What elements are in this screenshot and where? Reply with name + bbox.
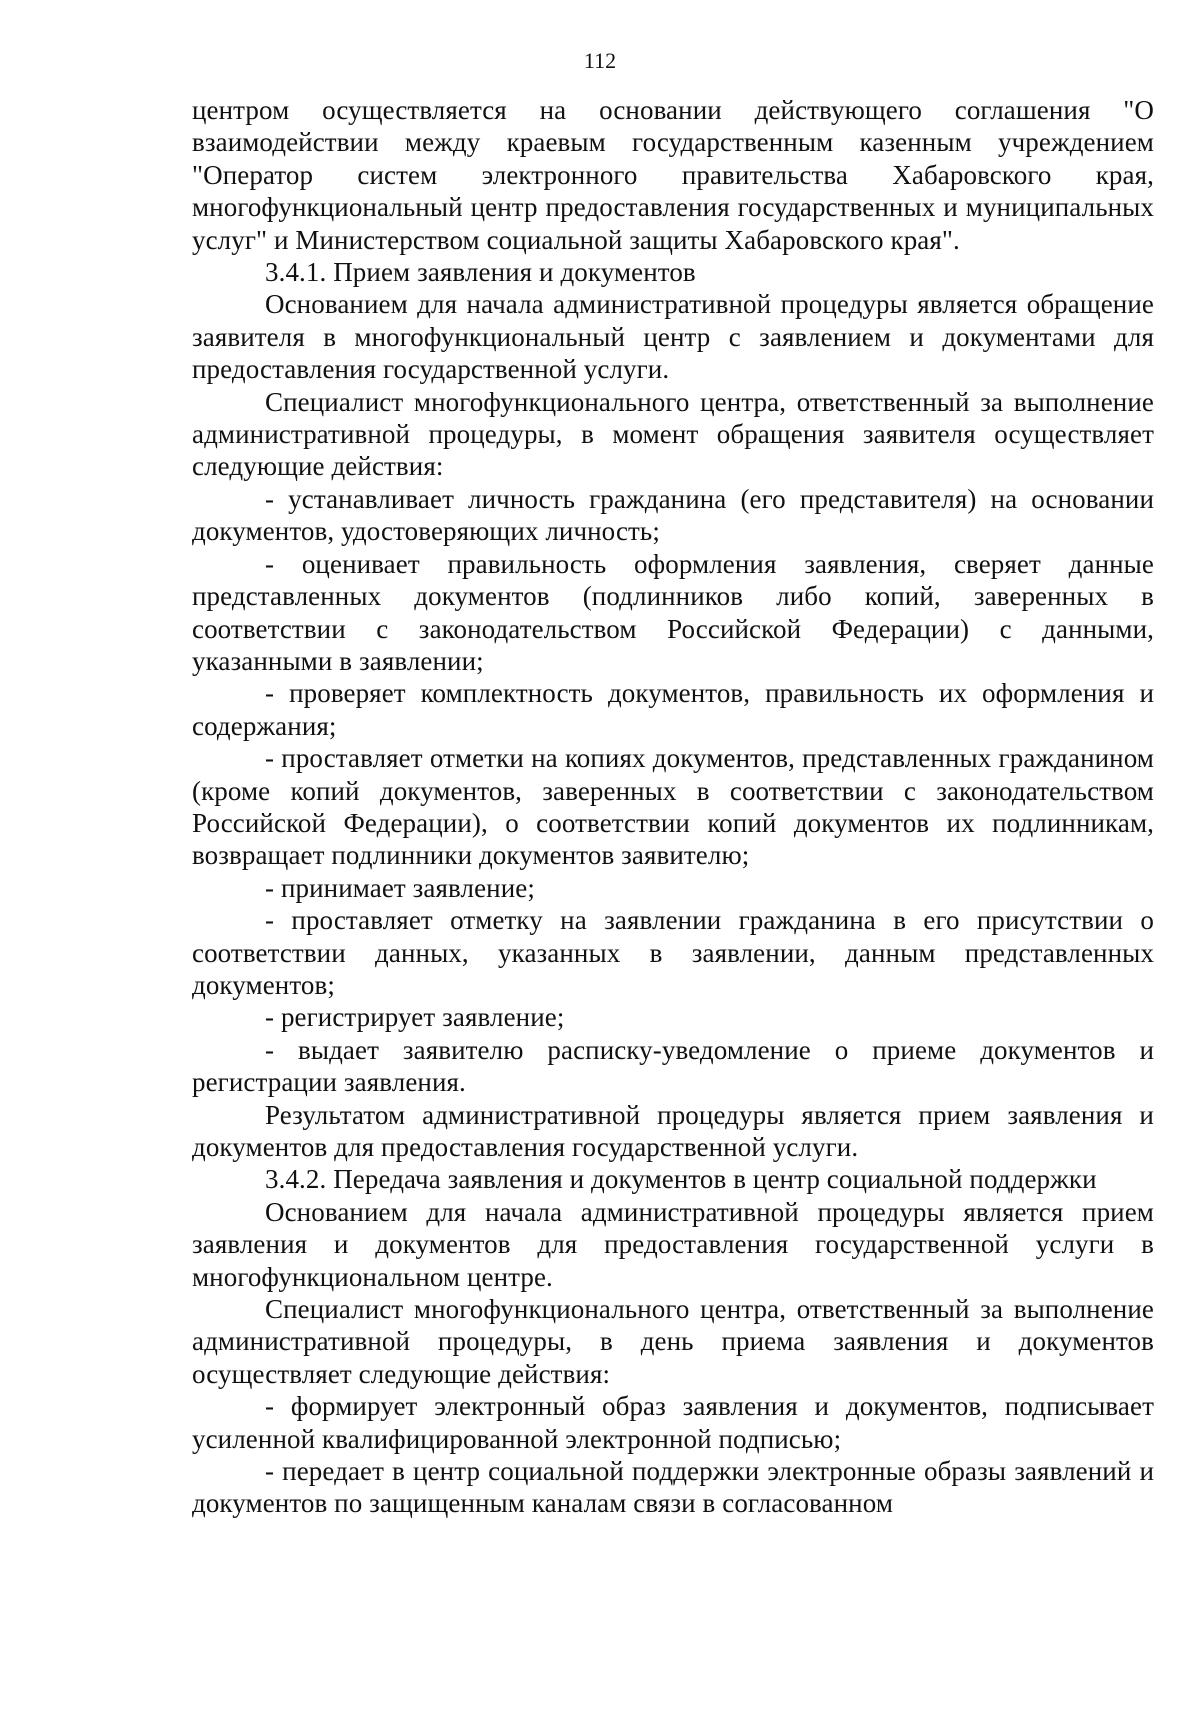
list-item-accept: - принимает заявление; [265,872,535,903]
list-item-issue-receipt: - выдает заявителю расписку-уведомление о приеме документов и регистрации заявления. [192,1034,1154,1098]
paragraph-specialist-actions-2: Специалист многофункционального центра, ответственный за выполнение административной процедуры, в день приема заявления и документов осуществляет следующие действия: [192,1294,1154,1389]
page-number: 112 [583,48,617,73]
paragraph-procedure-result: Результатом административной процедуры является прием заявления и документов для предоставления государственной услуги. [192,1099,1154,1162]
paragraph-specialist-actions: Специалист многофункционального центра, ответственный за выполнение административной процедуры, в момент обращения заявителя осуществляет следующие действия: [192,386,1154,482]
list-item-mark-application: - проставляет отметку на заявлении гражданина в его присутствии о соответствии данных, указанных в заявлении, данным представленных документов; [192,905,1154,1000]
list-item-register: - регистрирует заявление; [265,1002,565,1033]
list-item-identify: - устанавливает личность гражданина (его представителя) на основании документов, удостоверяющих личность; [192,483,1154,547]
list-item-check-completeness: - проверяет комплектность документов, правильность их оформления и содержания; [192,678,1154,741]
list-item-evaluate: - оценивает правильность оформления заявления, сверяет данные представленных документов (подлинников либо копий, заверенных в соответствии с законодательством Российской Федерации) с данными, указанными в заявлении; [192,548,1154,676]
list-item-transfer: - передает в центр социальной поддержки электронные образы заявлений и документов по защищенным каналам связи в согласованном [192,1456,1154,1519]
document-body [192,94,1154,1520]
list-item-form-image: - формирует электронный образ заявления и документов, подписывает усиленной квалифицированной электронной подписью; [192,1391,1154,1454]
paragraph-procedure-basis-2: Основанием для начала административной процедуры является прием заявления и документов для предоставления государственной услуги в многофункциональном центре. [192,1196,1154,1292]
section-heading-3-4-2: 3.4.2. Передача заявления и документов в центр социальной поддержки [265,1164,1097,1195]
paragraph-agreement-basis: центром осуществляется на основании действующего соглашения "О взаимодействии между краевым государственным казенным учреждением "Оператор систем электронного правительства Хабаровского края, многофункциональный центр предоставления государственных и муниципальных услуг" и Министерством социальной защиты Хабаровского края". [192,95,1154,255]
paragraph-procedure-basis: Основанием для начала административной процедуры является обращение заявителя в многофункциональный центр с заявлением и документами для предоставления государственной услуги. [192,289,1154,385]
list-item-mark-copies: - проставляет отметки на копиях документов, представленных гражданином (кроме копий документов, заверенных в соответствии с законодательством Российской Федерации), о соответствии копий документов их подлинникам, возвращает подлинники документов заявителю; [192,743,1154,871]
section-heading-3-4-1: 3.4.1. Прием заявления и документов [265,257,696,288]
